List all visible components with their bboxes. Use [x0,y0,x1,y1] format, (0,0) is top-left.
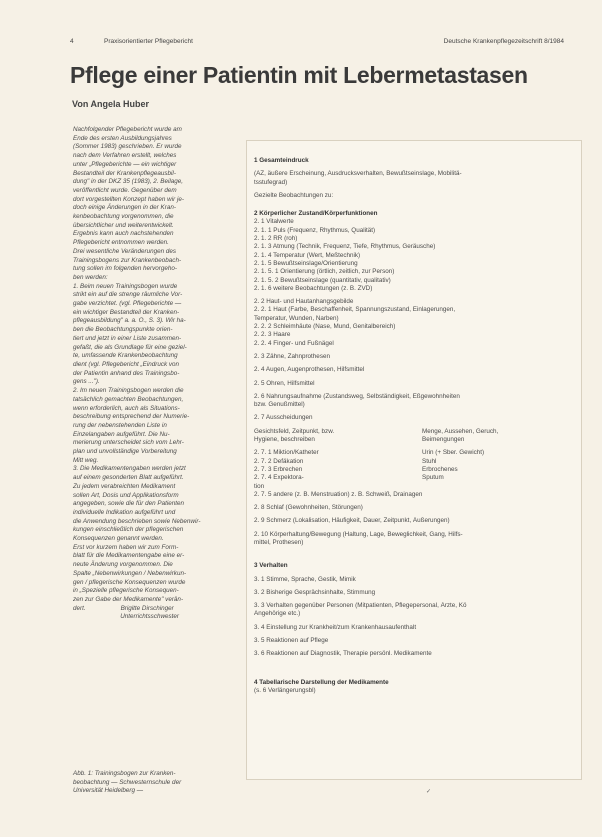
checklist-item: 3. 2 Bisherige Gesprächsinhalte, Stimmung [254,588,376,596]
checklist-item: 2. 6 Nahrungsaufnahme (Zustandsweg, Selbständigkeit, Eßgewohnheiten [254,392,460,400]
checklist-row-value: Stuhl [422,457,437,465]
checklist-row-value: Sputum [422,474,444,482]
intro-text-line: Ende des ersten Ausbildungsjahres [73,134,172,142]
checklist-item: 2. 1. 5 Bewußtseinslage/Orientierung [254,259,358,267]
intro-text-line: individuelle Indikation aufgeführt und [73,508,176,516]
checklist-item: 2. 1. 6 weitere Beobachtungen (z. B. ZVD) [254,284,373,292]
intro-text-line: rung der nebenstehenden Liste in [73,421,167,429]
checklist-row [254,466,576,474]
checklist-item: tsstufegrad) [254,178,288,186]
intro-text-line: Zu jedem verabreichten Medikament [73,482,176,490]
checklist-item: 2. 2. 4 Finger- und Fußnägel [254,339,334,347]
checklist-row-value: Menge, Aussehen, Geruch, [422,427,499,435]
checklist-section-heading: 3 Verhalten [254,562,288,570]
intro-text-line: sollen Art, Dosis und Applikationsform [73,491,179,499]
intro-text-line: Erst vor kurzem haben wir zum Form- [73,543,179,551]
intro-text-line: in „Spezielle pflegerische Konsequen- [73,587,179,595]
spacer [254,200,576,205]
checklist-row-label: 2. 7. 4 Expektora- [254,474,304,482]
intro-text-column [73,126,235,622]
checklist-row [254,458,576,466]
intro-text-line: Bestandteil der Krankenpflegeausbil- [73,169,176,177]
checklist-row-value: Urin (+ Sber. Gewicht) [422,449,485,457]
page-header [70,38,564,50]
checklist-item: 2. 2. 2 Schleimhäute (Nase, Mund, Genitalbereich) [254,323,396,331]
intro-text-line: 2. Im neuen Trainingsbogen werden die [73,387,184,395]
intro-text-line: veröffentlicht wurde. Gegenüber dem [73,186,177,194]
intro-text-line: zen zur Gabe der Medikamente" verän- [73,595,184,603]
intro-text-line: tiert und jetzt in einer Liste zusammen- [73,334,182,342]
intro-text-line: die Anwendung beschrieben sowie Nebenwir- [73,517,201,525]
intro-text-line: 3. Die Medikamentengaben werden jetzt [73,465,186,473]
intro-text-line: unter „Pflegeberichte — ein wichtiger [73,160,177,168]
checklist-item: (AZ, äußere Erscheinung, Ausdrucksverhalten, Bewußtseinslage, Mobilitä- [254,170,462,178]
intro-text-line: Mitt weg. [73,456,99,464]
intro-text-line: Unterrichtsschwester [73,613,180,621]
checklist-item: (s. 6 Verlängerungsbl) [254,686,316,694]
spacer [254,552,576,557]
checklist-item: Angehörige etc.) [254,610,301,618]
checklist-item: 2. 5 Ohren, Hilfsmittel [254,379,315,387]
margin-mark: ✓ [426,789,432,795]
checklist-row [254,436,576,444]
checklist-row-value: Beimengungen [422,436,465,444]
intro-text-line: pflegeausbildung" a. a. O., S. 3). Wir ha- [73,317,186,325]
checklist-item: 2. 4 Augen, Augenprothesen, Hilfsmittel [254,366,365,374]
intro-text-line: doch einige Änderungen in der Kran- [73,204,176,212]
observation-checklist [254,152,576,695]
checklist-row [254,474,576,482]
checklist-item: 2. 2. 1 Haut (Farbe, Beschaffenheit, Spannungszustand, Einlagerungen, [254,306,456,314]
checklist-row-label: Hygiene, beschreiben [254,436,315,444]
intro-text-line: gefaßt, die als Grundlage für eine geziel- [73,343,187,351]
intro-text-line: tung sollen im folgenden hervorgeho- [73,265,177,273]
checklist-item: 2. 1. 5. 1 Orientierung (örtlich, zeitlich, zur Person) [254,268,395,276]
figure-caption [73,770,235,796]
intro-text-line: Trainingsbogens zur Krankenbeobach- [73,256,182,264]
intro-text-line: dung" in der DKZ 35 (1983), 2. Beilage, [73,178,184,186]
intro-text-line: beschreibung entsprechend der Numerie- [73,413,190,421]
checklist-row [254,449,576,457]
intro-text-line: gens ..."). [73,378,100,386]
intro-text-line: nach dem Verfahren erstellt, welches [73,152,177,160]
intro-text-line: Einzelangaben aufgeführt. Die Nu- [73,430,170,438]
intro-text-line: Pflegebericht entnommen werden. [73,239,169,247]
caption-line: beobachtung — Schwesternschule der [73,778,182,786]
intro-text-line: der Patientin anhand des Trainingsbo- [73,369,180,377]
checklist-item: 2. 1. 2 RR (roh) [254,235,298,243]
intro-text-line: wenn erforderlich, auch als Situations- [73,404,180,412]
checklist-item: 2. 2 Haut- und Hautanhangsgebilde [254,298,354,306]
checklist-item: Temperatur, Wunden, Narben) [254,314,339,322]
intro-text-line: Nachfolgender Pflegebericht wurde am [73,126,182,133]
checklist-item: 3. 4 Einstellung zur Krankheit/zum Krankenhausaufenthalt [254,623,417,631]
running-header-right: Deutsche Krankenpflegezeitschrift 8/1984 [443,38,564,45]
checklist-item: 3. 5 Reaktionen auf Pflege [254,637,329,645]
article-author: Von Angela Huber [72,99,150,109]
intro-text-line: merierung unterscheidet sich vom Lehr- [73,439,184,447]
intro-text-line: ein wichtiger Bestandteil der Kranken- [73,308,180,316]
checklist-item: 3. 1 Stimme, Sprache, Gestik, Mimik [254,575,356,583]
caption-line: Abb. 1: Trainingsbogen zur Kranken- [73,770,176,777]
intro-text-line: Ergebnis kann auch nachstehenden [73,230,174,238]
intro-text-line: dert. Brigitte Dirschinger [73,604,174,612]
running-header-left: Praxisorientierter Pflegebericht [104,38,193,45]
checklist-item: 2. 1 Vitalwerte [254,218,294,226]
intro-text-line: dient (vgl. Pflegebericht „Eindruck von [73,360,180,368]
checklist-item: 3. 6 Reaktionen auf Diagnostik, Therapie persönl. Medikamente [254,650,432,658]
intro-text-line: dort vorgestellten Konzept haben wir je- [73,195,184,203]
article-title: Pflege einer Patientin mit Lebermetastasen [70,62,528,88]
checklist-section-heading: 1 Gesamteindruck [254,157,309,164]
intro-text-line: (Sommer 1983) geschrieben. Er wurde [73,143,182,151]
intro-text-line: ben die Beobachtungspunkte orien- [73,326,173,334]
caption-line: Universität Heidelberg — [73,787,143,795]
intro-text-line: gen / pflegerische Konsequenzen wurde [73,578,186,586]
intro-text-line: Drei wesentliche Veränderungen des [73,247,177,255]
intro-text-line: strikt ein auf die strenge räumliche Vor- [73,291,183,299]
spacer [254,669,576,674]
checklist-section-heading: 4 Tabellarische Darstellung der Medikamente [254,678,389,686]
checklist-item: Gezielte Beobachtungen zu: [254,191,334,199]
checklist-item: 2. 7. 5 andere (z. B. Menstruation) z. B. Schweiß, Drainagen [254,490,423,498]
intro-text-line: ben werden: [73,273,108,281]
intro-text-line: Spalte „Nebenwirkungen / Nebenwirkun- [73,569,187,577]
checklist-item: 2. 10 Körperhaltung/Bewegung (Haltung, Lage, Beweglichkeit, Gang, Hilfs- [254,530,463,538]
intro-text-line: übersichtlicher und weiterentwickelt. [73,221,174,229]
checklist-row-label: 2. 7. 2 Defäkation [254,457,304,465]
checklist-item: tion [254,482,265,490]
checklist-item: mittel, Prothesen) [254,538,304,546]
checklist-row-label: Gesichtsfeld, Zeitpunkt, bzw. [254,427,335,435]
intro-text-line: kungen einschließlich der pflegerischen [73,526,184,534]
intro-text-line: angegeben, sowie die für den Patienten [73,500,184,508]
checklist-item: 2. 8 Schlaf (Gewohnheiten, Störungen) [254,504,363,512]
checklist-row [254,428,576,436]
checklist-row-label: 2. 7. 3 Erbrechen [254,465,303,473]
intro-text-line: neute Änderung vorgenommen. Die [73,561,173,569]
intro-text-line: kenbeobachtung vorgenommen, die [73,213,174,221]
page-number: 4 [70,38,74,45]
intro-text-line: gabe verzichtet. (vgl. Pflegeberichte — [73,300,182,308]
checklist-item: 2. 7 Ausscheidungen [254,414,313,422]
checklist-item: 2. 3 Zähne, Zahnprothesen [254,352,330,360]
intro-text-line: plan und unvollständige Vorbereitung [73,448,177,456]
intro-text-line: blatt für die Medikamentengabe eine er- [73,552,185,560]
intro-text-line: 1. Beim neuen Trainingsbogen wurde [73,282,178,290]
intro-text-line: tatsächlich gemachten Beobachtungen, [73,395,184,403]
checklist-item: 2. 1. 1 Puls (Frequenz, Rhythmus, Qualität) [254,226,376,234]
checklist-item: bzw. Genußmittel) [254,401,305,409]
checklist-item: 2. 9 Schmerz (Lokalisation, Häufigkeit, Dauer, Zeitpunkt, Äußerungen) [254,517,450,525]
checklist-row-label: 2. 7. 1 Miktion/Katheter [254,449,319,457]
intro-text-line: Konsequenzen genannt werden. [73,535,164,543]
checklist-item: 3. 3 Verhalten gegenüber Personen (Mitpatienten, Pflegepersonal, Ärzte, Kö [254,602,467,610]
intro-text-line: auf einem gesonderten Blatt aufgeführt. [73,474,184,482]
checklist-item: 2. 1. 4 Temperatur (Wert, Meßtechnik) [254,251,361,259]
checklist-item: 2. 1. 3 Atmung (Technik, Frequenz, Tiefe, Rhythmus, Geräusche) [254,243,436,251]
checklist-item: 2. 1. 5. 2 Bewußtseinslage (quantitativ, qualitativ) [254,276,391,284]
checklist-section-heading: 2 Körperlicher Zustand/Körperfunktionen [254,210,378,218]
intro-text-line: te, umfassende Krankenbeobachtung [73,352,178,360]
checklist-item: 2. 2. 3 Haare [254,331,291,339]
checklist-row-value: Erbrochenes [422,465,458,473]
